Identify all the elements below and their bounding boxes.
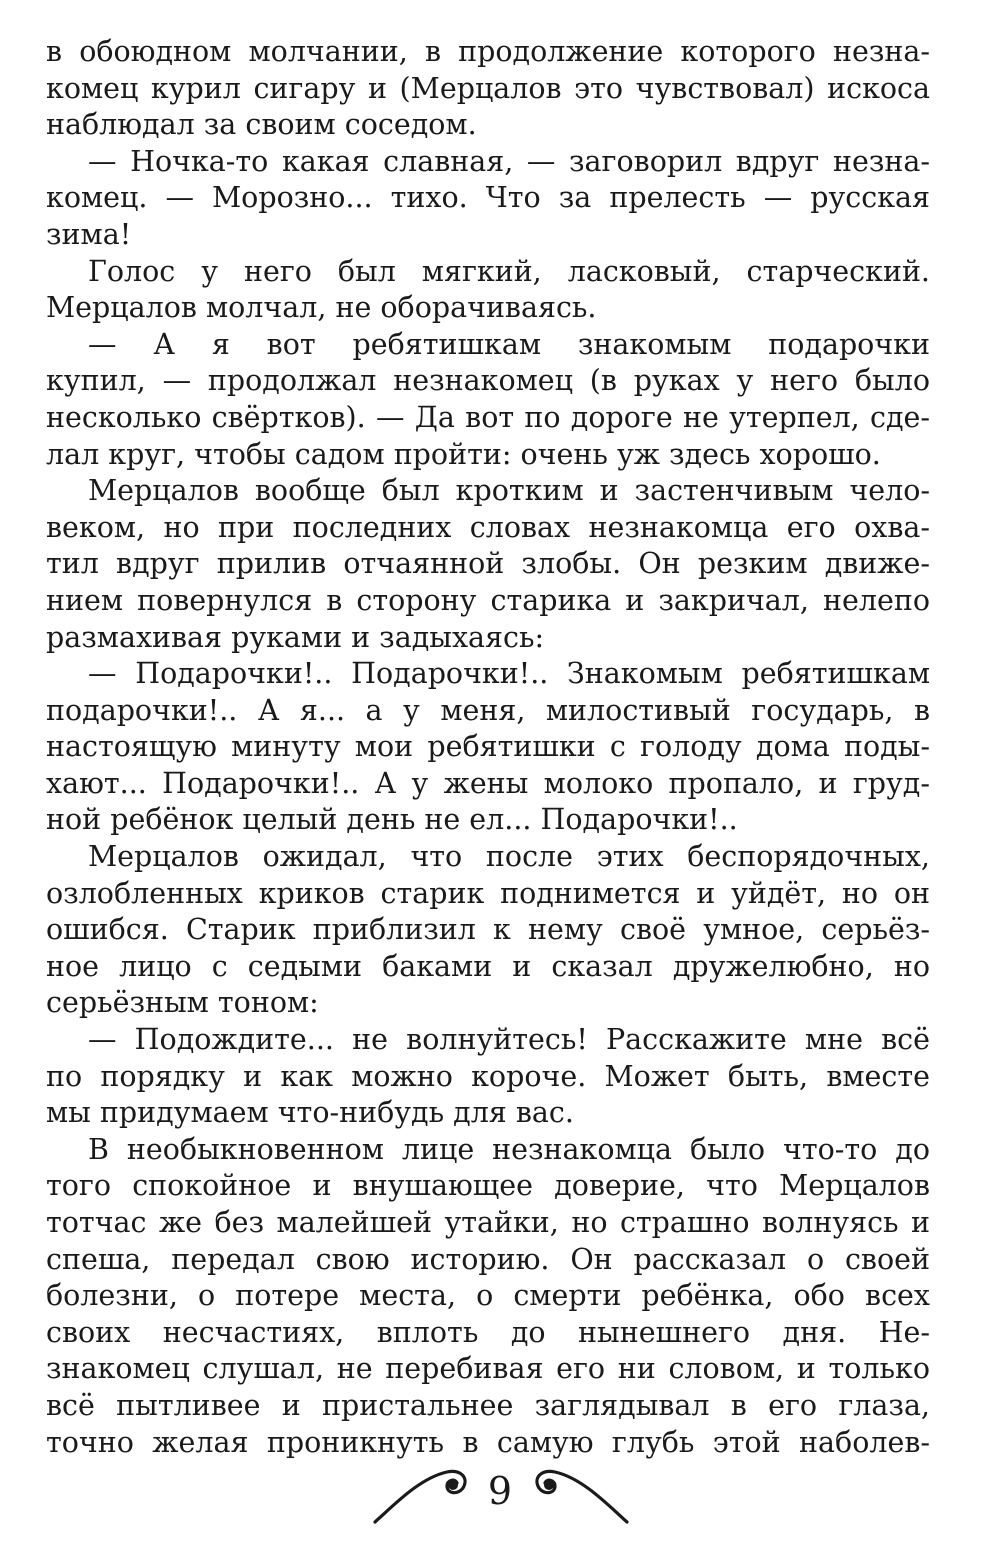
- text-line: ное лицо с седыми баками и сказал дружелюбно, но: [46, 949, 930, 983]
- page-number: 9: [487, 1469, 513, 1513]
- page-footer: [0, 1460, 1000, 1530]
- page-text-body: [46, 34, 930, 1461]
- text-line: знакомец слушал, не перебивая его ни словом, и только: [46, 1352, 930, 1386]
- text-line: веком, но при последних словах незнакомца его охва-: [46, 510, 930, 544]
- paragraph: [46, 1132, 930, 1461]
- text-line: несколько свёртков). — Да вот по дороге не утерпел, сде-: [46, 400, 930, 434]
- paragraph: [46, 34, 930, 144]
- text-line: комец. — Морозно... тихо. Что за прелесть — русская: [46, 181, 930, 215]
- text-line: размахивая руками и задыхаясь:: [46, 620, 545, 654]
- text-line: того спокойное и внушающее доверие, что Мерцалов: [46, 1169, 930, 1203]
- paragraph: [46, 473, 930, 656]
- flourish-right-icon: [397, 1464, 637, 1524]
- text-line: комец курил сигару и (Мерцалов это чувствовал) искоса: [46, 71, 930, 105]
- text-line: всё пытливее и пристальнее заглядывал в его глаза,: [46, 1388, 930, 1422]
- text-line: — Подарочки!.. Подарочки!.. Знакомым ребятишкам: [88, 657, 930, 691]
- text-line: тил вдруг прилив отчаянной злобы. Он резким движе-: [46, 547, 930, 581]
- text-line: ошибся. Старик приблизил к нему своё умное, серьёз-: [46, 913, 930, 947]
- text-line: нием повернулся в сторону старика и закричал, нелепо: [46, 583, 930, 617]
- text-line: хают... Подарочки!.. А у жены молоко пропало, и груд-: [46, 766, 930, 800]
- text-line: Мерцалов ожидал, что после этих беспорядочных,: [88, 840, 930, 874]
- paragraph: [46, 254, 930, 327]
- text-line: спеша, передал свою историю. Он рассказал о своей: [46, 1242, 930, 1276]
- text-line: мы придумаем что-нибудь для вас.: [46, 1096, 574, 1130]
- text-line: болезни, о потере места, о смерти ребёнка, обо всех: [46, 1279, 930, 1313]
- text-line: наблюдал за своим соседом.: [46, 108, 477, 142]
- text-line: настоящую минуту мои ребятишки с голоду дома поды-: [46, 730, 930, 764]
- paragraph: [46, 839, 930, 1022]
- text-line: своих несчастиях, вплоть до нынешнего дня. Не-: [46, 1315, 930, 1349]
- text-line: Мерцалов молчал, не оборачиваясь.: [46, 291, 597, 325]
- text-line: в обоюдном молчании, в продолжение которого незна-: [46, 35, 930, 68]
- text-line: озлобленных криков старик поднимется и уйдёт, но он: [46, 876, 930, 910]
- text-line: В необыкновенном лице незнакомца было что-то до: [88, 1132, 930, 1166]
- paragraph: [46, 327, 930, 473]
- text-line: — А я вот ребятишкам знакомым подарочки: [88, 327, 930, 361]
- text-line: точно желая проникнуть в самую глубь этой наболев-: [46, 1425, 930, 1459]
- text-line: лал круг, чтобы садом пройти: очень уж здесь хорошо.: [46, 437, 881, 471]
- text-line: купил, — продолжал незнакомец (в руках у него было: [46, 364, 930, 398]
- text-line: тотчас же без малейшей утайки, но страшно волнуясь и: [46, 1206, 930, 1239]
- paragraph: [46, 1022, 930, 1132]
- text-line: — Ночка-то какая славная, — заговорил вдруг незна-: [88, 144, 930, 178]
- text-line: по порядку и как можно короче. Может быть, вместе: [46, 1059, 930, 1093]
- paragraph: [46, 144, 930, 254]
- text-line: Голос у него был мягкий, ласковый, старческий.: [88, 254, 930, 288]
- text-line: Мерцалов вообще был кротким и застенчивым чело-: [88, 474, 930, 508]
- text-line: ной ребёнок целый день не ел... Подарочки!..: [46, 803, 738, 837]
- paragraph: [46, 656, 930, 839]
- text-line: подарочки!.. А я... а у меня, милостивый государь, в: [46, 693, 930, 727]
- text-line: зима!: [46, 217, 132, 251]
- text-line: серьёзным тоном:: [46, 986, 319, 1020]
- text-line: — Подождите... не волнуйтесь! Расскажите мне всё: [88, 1023, 930, 1057]
